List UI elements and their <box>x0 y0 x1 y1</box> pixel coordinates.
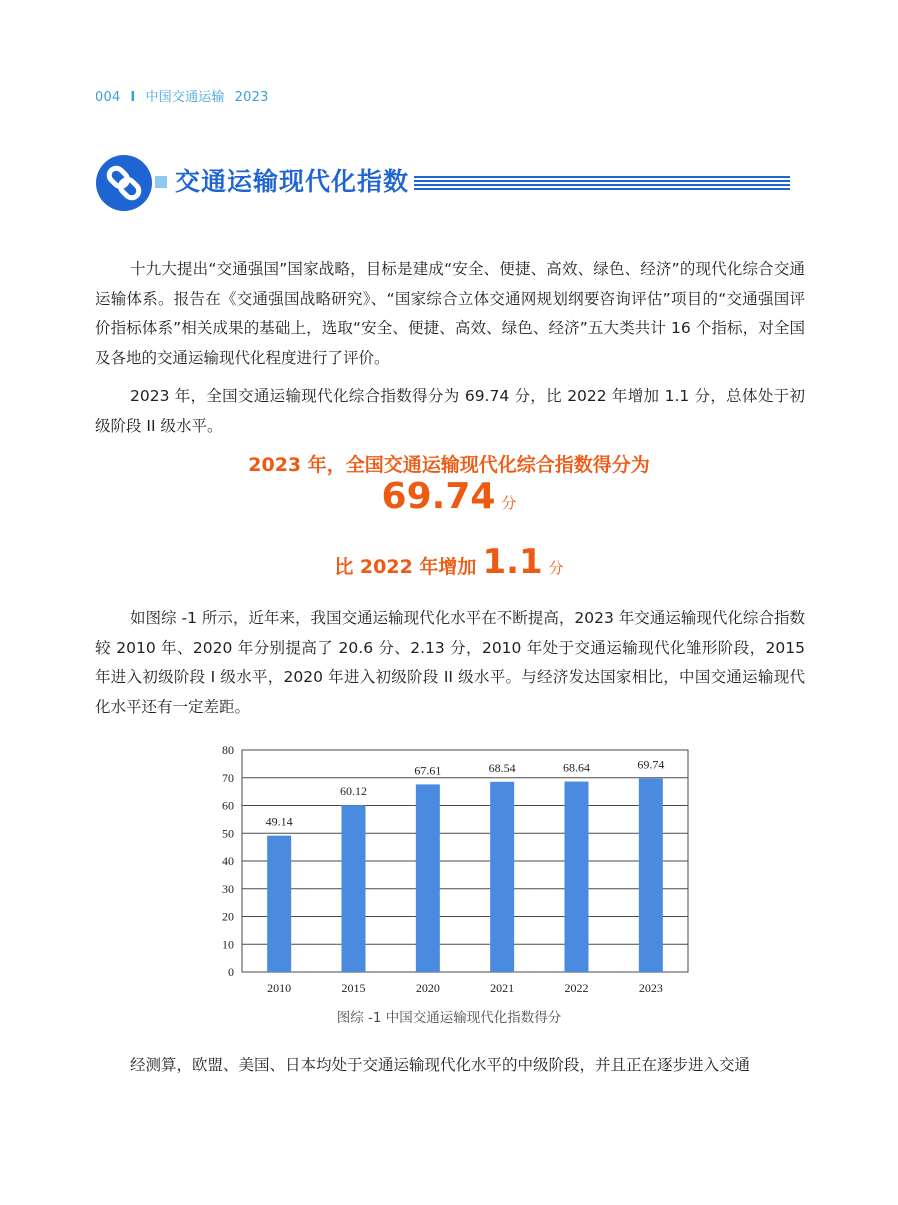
x-tick-label: 2021 <box>490 981 515 995</box>
bar <box>490 782 514 972</box>
x-tick-label: 2022 <box>564 981 589 995</box>
score-value: 69.74 <box>381 476 496 517</box>
figure-caption: 图综 -1 中国交通运输现代化指数得分 <box>336 1010 562 1026</box>
title-marker <box>155 176 167 188</box>
x-tick-label: 2023 <box>638 981 663 995</box>
y-tick-label: 60 <box>222 798 234 813</box>
page-number: 004 <box>95 90 121 105</box>
delta-prefix: 比 2022 年增加 <box>334 556 477 578</box>
paragraph-score: 2023 年，全国交通运输现代化综合指数得分为 69.74 分，比 2022 年增加 1.1 分，总体处于初级阶段 II 级水平。 <box>95 387 805 435</box>
section-title: 交通运输现代化指数 <box>175 167 410 196</box>
y-tick-label: 30 <box>222 881 234 896</box>
bar <box>565 782 589 972</box>
data-label: 67.61 <box>414 763 442 778</box>
data-label: 68.64 <box>563 760 590 775</box>
bar <box>267 836 291 972</box>
bar <box>639 778 663 972</box>
paragraph-trend: 如图综 -1 所示，近年来，我国交通运输现代化水平在不断提高，2023 年交通运输现代化综合指数较 2010 年、2020 年分别提高了 20.6 分、2.13 分，2010 年处于交通运输现代化雏形阶段，2015 年进入初级阶段 I 级水平，2020 年进入初级阶段 II 级水平。与经济发达国家相比，中国交通运输现代化水平还有一定差距。 <box>95 609 805 716</box>
y-tick-label: 10 <box>222 937 234 952</box>
highlight-line: 2023 年，全国交通运输现代化综合指数得分为 <box>248 454 650 476</box>
x-tick-label: 2015 <box>341 981 366 995</box>
data-label: 60.12 <box>340 784 367 799</box>
running-header <box>95 86 269 105</box>
highlight-score <box>0 476 898 517</box>
title-rule <box>414 176 790 190</box>
y-tick-label: 50 <box>222 826 234 841</box>
highlight-delta <box>0 542 898 582</box>
bar <box>342 805 366 972</box>
y-tick-label: 70 <box>222 770 234 785</box>
score-unit: 分 <box>501 494 517 512</box>
paragraph-comparison: 经测算，欧盟、美国、日本均处于交通运输现代化水平的中级阶段，并且正在逐步进入交通 <box>130 1056 751 1074</box>
delta-unit: 分 <box>548 559 564 577</box>
bar <box>416 784 440 972</box>
data-label: 49.14 <box>265 814 293 829</box>
bar-chart-svg <box>200 738 700 1000</box>
link-chain-icon <box>96 155 152 211</box>
publication-title: 中国交通运输 <box>145 90 225 105</box>
delta-value: 1.1 <box>482 542 543 582</box>
publication-year: 2023 <box>234 90 269 105</box>
data-label: 68.54 <box>488 760 516 775</box>
x-tick-label: 2010 <box>267 981 292 995</box>
header-separator: I <box>130 90 136 105</box>
y-tick-label: 20 <box>222 909 234 924</box>
y-tick-label: 40 <box>222 854 234 868</box>
paragraph-intro: 十九大提出“交通强国”国家战略，目标是建成“安全、便捷、高效、绿色、经济”的现代化综合交通运输体系。报告在《交通强国战略研究》、“国家综合立体交通网规划纲要咨询评估”项目的“交通强国评价指标体系”相关成果的基础上，选取“安全、便捷、高效、绿色、经济”五大类共计 16 个指标，对全国及各地的交通运输现代化程度进行了评价。 <box>95 260 805 367</box>
y-tick-label: 0 <box>228 965 234 979</box>
y-tick-label: 80 <box>222 743 234 757</box>
bar-chart <box>200 738 700 1004</box>
data-label: 69.74 <box>637 757 665 772</box>
x-tick-label: 2020 <box>415 981 440 995</box>
